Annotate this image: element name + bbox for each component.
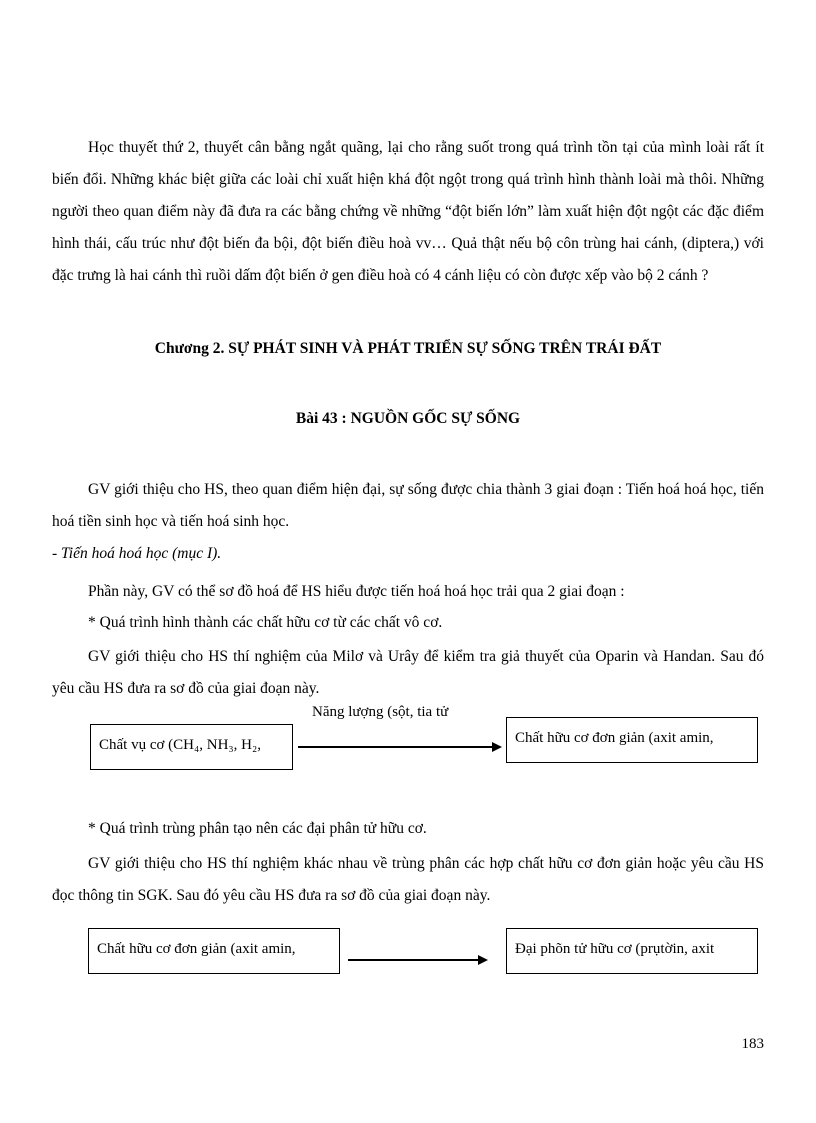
diagram2-simple-organic-box: Chất hữu cơ đơn giản (axit amin, [88, 928, 340, 974]
chapter-heading: Chương 2. SỰ PHÁT SINH VÀ PHÁT TRIỂN SỰ SỐNG TRÊN TRÁI ĐẤT [154, 340, 662, 357]
diagram1-energy-label: Năng lượng (sột, tia tử [312, 704, 449, 720]
bullet-organic-from-inorganic: * Quá trình hình thành các chất hữu cơ từ các chất vô cơ. [88, 614, 443, 631]
paragraph-miller-urey: GV giới thiệu cho HS thí nghiệm của Milơ và Urây để kiểm tra giả thuyết của Oparin và Handan. Sau đó yêu cầu HS đưa ra sơ đồ của giai đoạn này. [52, 648, 764, 697]
lesson-heading: Bài 43 : NGUỒN GỐC SỰ SỐNG [295, 410, 521, 427]
paragraph-punctuated-equilibrium: Học thuyết thứ 2, thuyết cân bằng ngắt quãng, lại cho rằng suốt trong quá trình tồn tại của mình loài rất ít biến đổi. Những khác biệt giữa các loài chỉ xuất hiện khá đột ngột trong quá trình hình thành loài mà thôi. Những người theo quan điểm này đã đưa ra các bằng chứng về những “đột biến lớn” làm xuất hiện đột ngột các đặc điểm hình thái, cấu trúc như đột biến đa bội, đột biến điều hoà vv… Quả thật nếu bộ côn trùng hai cánh, (diptera,) với đặc trưng là hai cánh thì ruồi dấm đột biến ở gen điều hoà có 4 cánh liệu có còn được xếp vào bộ 2 cánh ? [52, 139, 764, 284]
diagram1-inorganic-box: Chất vụ cơ (CH₄, NH₃, H₂, [90, 724, 293, 770]
bullet-polymerization: * Quá trình trùng phân tạo nên các đại phân tử hữu cơ. [88, 820, 427, 837]
section-chemical-evolution: - Tiến hoá hoá học (mục I). [52, 545, 222, 562]
paragraph-stages: Phần này, GV có thể sơ đồ hoá để HS hiểu được tiến hoá hoá học trải qua 2 giai đoạn : [88, 583, 625, 600]
diagram1-organic-box: Chất hữu cơ đơn giản (axit amin, [506, 717, 758, 763]
diagram2-macromolecule-box: Đại phõn tử hữu cơ (prụtờin, axit [506, 928, 758, 974]
diagram1-arrow [298, 741, 502, 753]
arrow-head-icon [492, 742, 502, 752]
arrow-head-icon [478, 955, 488, 965]
paragraph-intro: GV giới thiệu cho HS, theo quan điểm hiện đại, sự sống được chia thành 3 giai đoạn : Tiến hoá hoá học, tiến hoá tiền sinh học và tiến hoá sinh học. [52, 481, 764, 530]
paragraph-polymerization-experiment: GV giới thiệu cho HS thí nghiệm khác nhau về trùng phân các hợp chất hữu cơ đơn giản hoặc yêu cầu HS đọc thông tin SGK. Sau đó yêu cầu HS đưa ra sơ đồ của giai đoạn này. [52, 855, 764, 904]
page-number: 183 [741, 1036, 764, 1052]
diagram2-arrow [348, 954, 488, 966]
